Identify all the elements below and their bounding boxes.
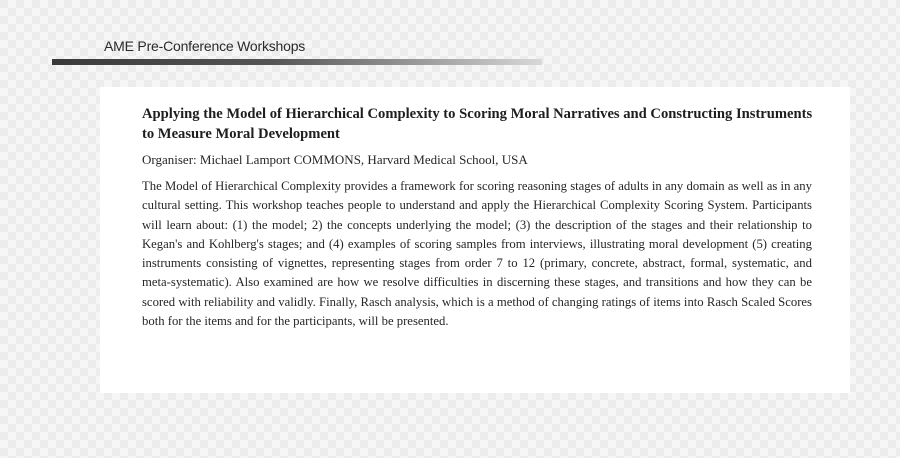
workshop-title: Applying the Model of Hierarchical Complexity to Scoring Moral Narratives and Constructing Instruments to Measure Moral Development (142, 106, 813, 142)
header-title: AME Pre-Conference Workshops (104, 38, 306, 54)
header-divider (52, 59, 542, 65)
workshop-description: The Model of Hierarchical Complexity provides a framework for scoring reasoning stages of adults in any domain as well as in any cultural setting. This workshop teaches people to understand and apply the Hierarchical Complexity Scoring System. Participants will learn about: (1) the model; 2) the concepts underlying the model; (3) the description of the stages and their relationship to Kegan's and Kohlberg's stages; and (4) examples of scoring samples from interviews, illustrating moral development (5) creating instruments consisting of vignettes, representing stages from order 7 to 12 (primary, concrete, abstract, formal, systematic, and meta-systematic). Also examined are how we resolve difficulties in discerning these stages, and transitions and how they can be scored with reliability and validly. Finally, Rasch analysis, which is a method of changing ratings of items into Rasch Scaled Scores both for the items and for the participants, will be presented. (142, 179, 812, 329)
workshop-card (100, 87, 850, 393)
organiser-line: Organiser: Michael Lamport COMMONS, Harvard Medical School, USA (142, 152, 528, 167)
